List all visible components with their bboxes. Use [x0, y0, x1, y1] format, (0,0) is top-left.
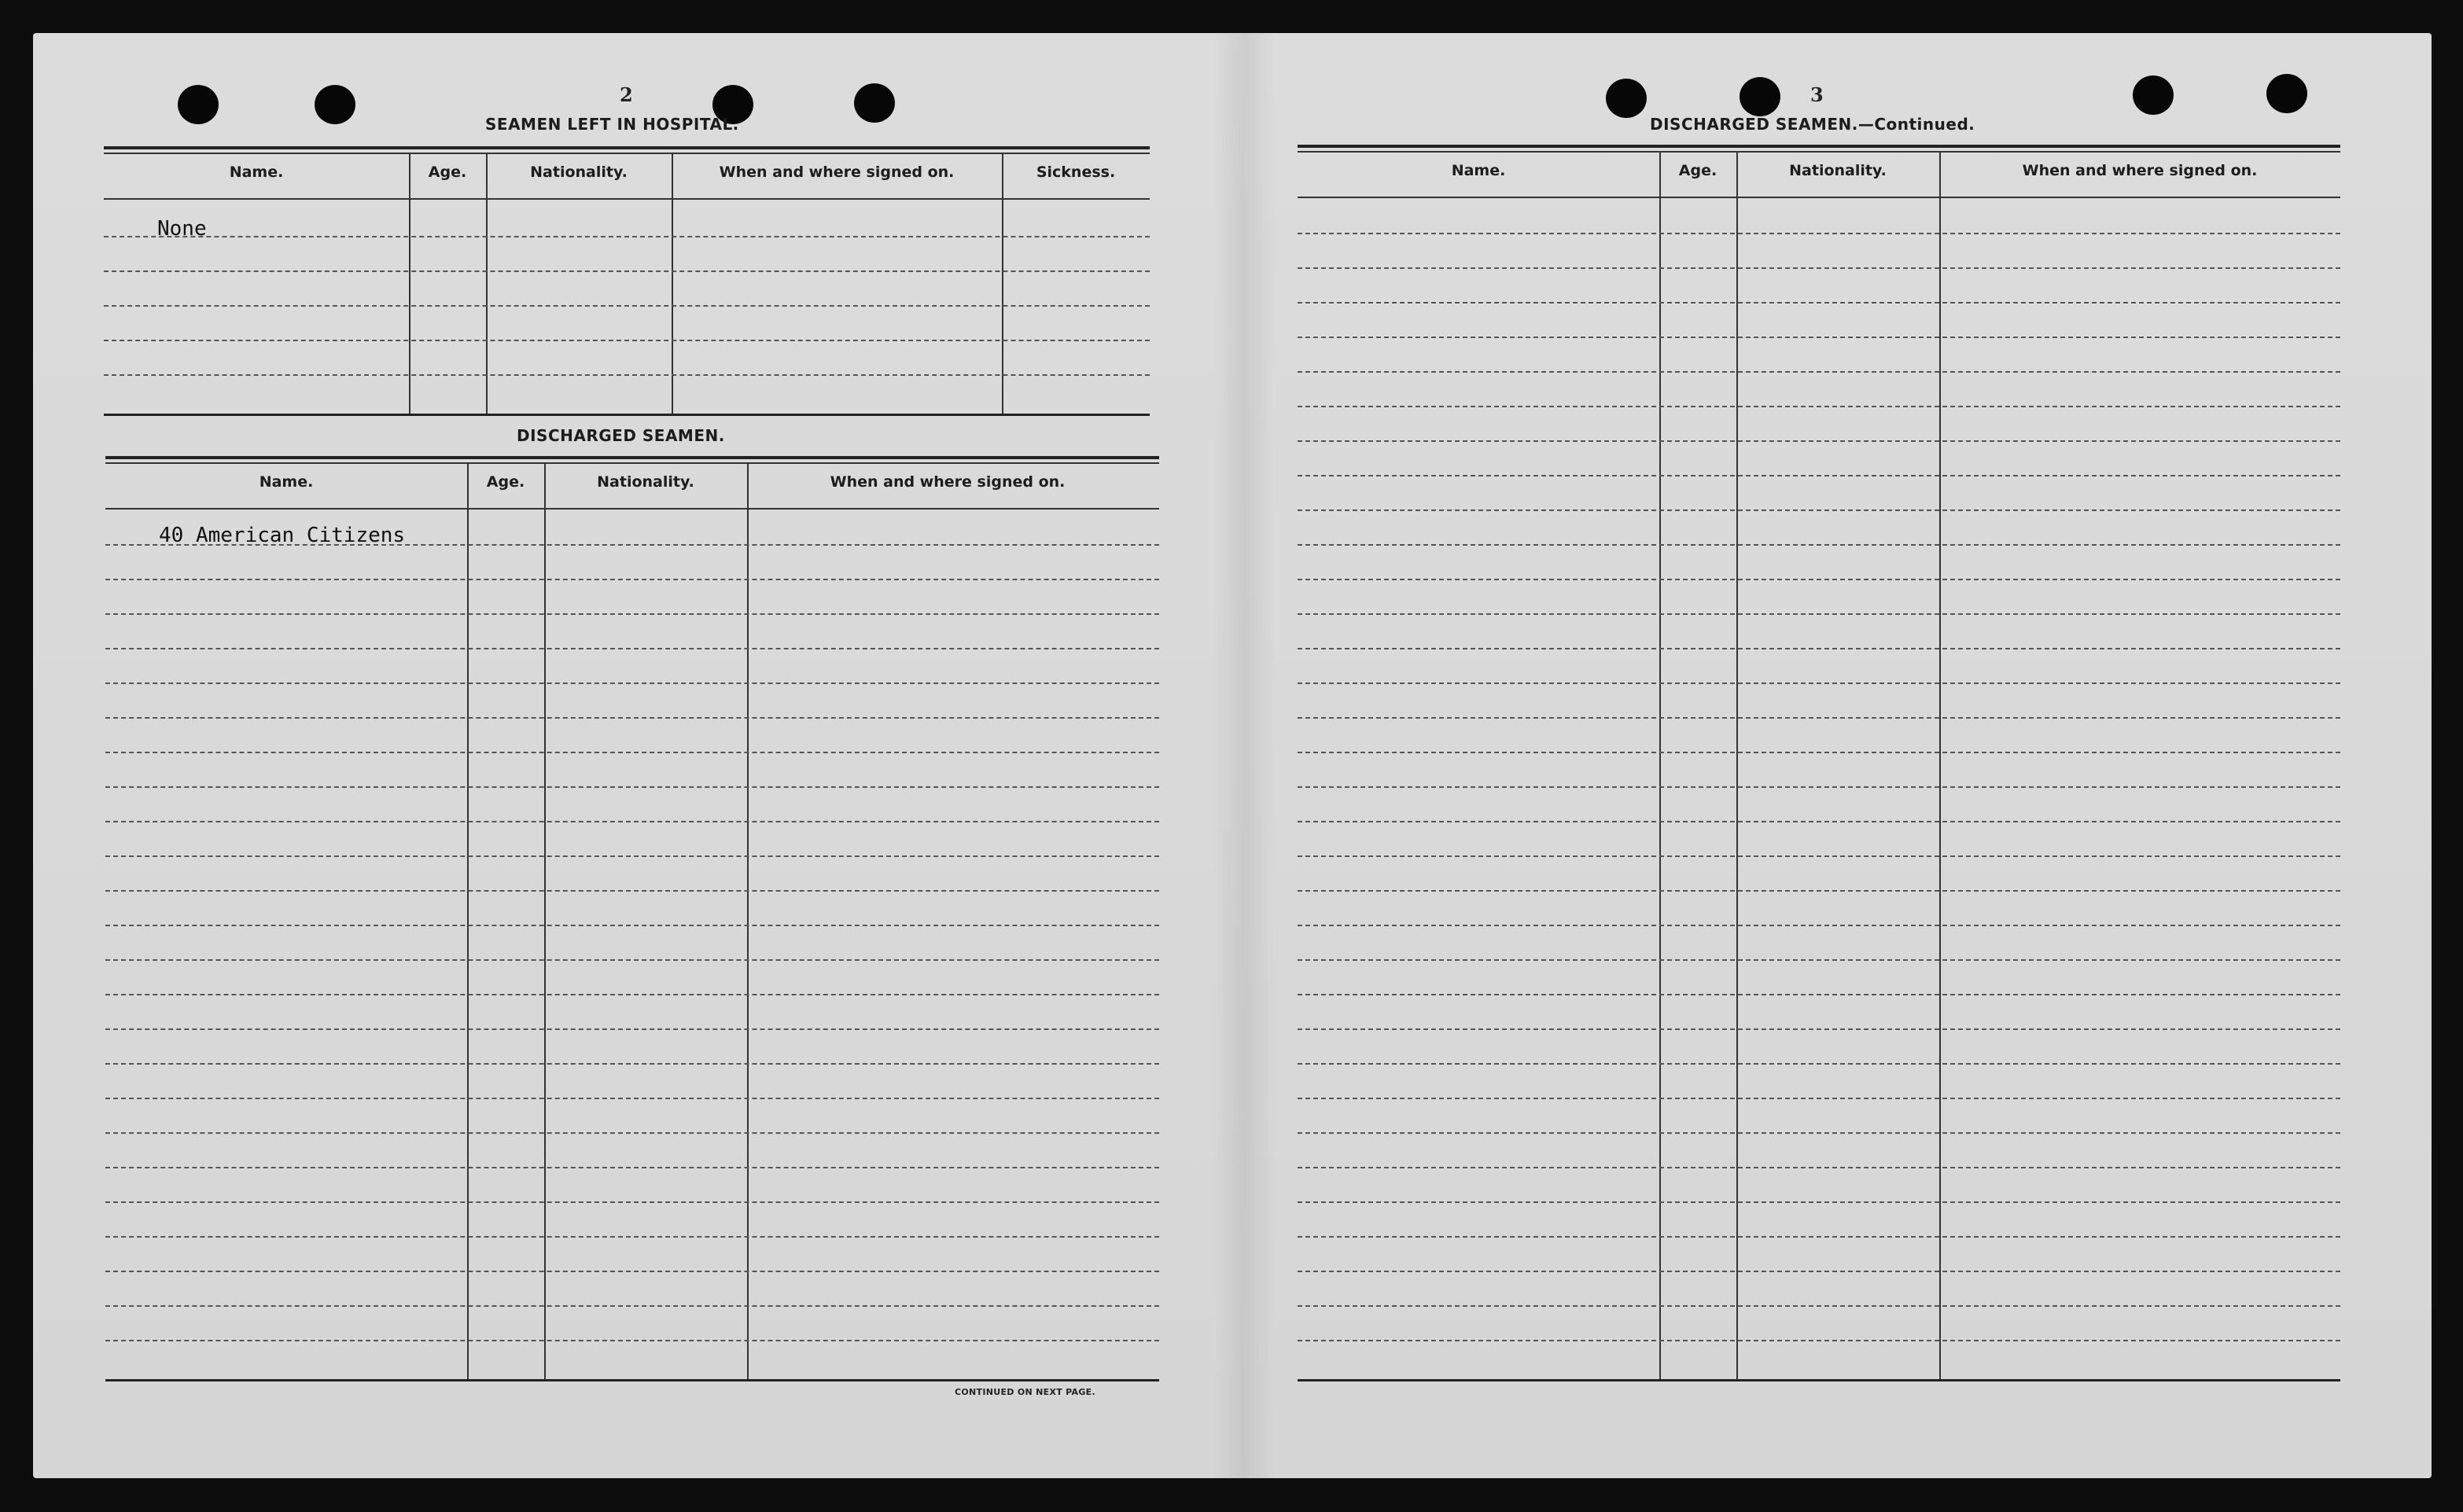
entry-line — [1298, 1271, 2340, 1272]
punch-hole — [1740, 77, 1780, 116]
punch-hole — [178, 85, 219, 124]
entry-line — [1298, 337, 2340, 338]
discharged-table — [105, 456, 1159, 1382]
entry-line — [1298, 648, 2340, 649]
table-bottom-rule — [105, 1379, 1159, 1381]
entry-line — [1298, 1236, 2340, 1238]
entry-line — [104, 305, 1150, 307]
entry-line — [105, 994, 1159, 995]
entry-line — [105, 855, 1159, 857]
column-header-age: Age. — [428, 164, 467, 181]
entry-line — [1298, 959, 2340, 961]
punch-hole — [315, 85, 355, 124]
column-header-name: Name. — [229, 164, 284, 181]
entry-line — [105, 1063, 1159, 1065]
column-divider — [747, 464, 749, 1379]
entry-line — [1298, 510, 2340, 511]
table-bottom-rule — [104, 414, 1150, 416]
column-divider — [467, 464, 469, 1379]
entry-line — [104, 236, 1150, 237]
entry-line — [105, 1167, 1159, 1168]
entry-line — [1298, 1305, 2340, 1307]
entry-line — [1298, 1098, 2340, 1099]
discharged-entry: 40 American Citizens — [159, 524, 406, 547]
header-rule — [104, 198, 1150, 200]
entry-line — [1298, 752, 2340, 753]
header-rule — [1298, 197, 2340, 198]
entry-line — [1298, 890, 2340, 892]
column-header-name: Name. — [259, 473, 314, 491]
punch-hole — [2133, 75, 2174, 115]
entry-line — [1298, 821, 2340, 822]
entry-line — [105, 648, 1159, 649]
page-number-right: 3 — [1810, 83, 1824, 106]
entry-line — [1298, 1028, 2340, 1030]
entry-line — [1298, 475, 2340, 476]
table-rule — [1298, 145, 2340, 148]
entry-line — [105, 1340, 1159, 1341]
entry-line — [1298, 613, 2340, 615]
table-rule — [104, 146, 1150, 149]
entry-line — [105, 786, 1159, 788]
entry-line — [1298, 544, 2340, 546]
discharged-continued-table — [1298, 145, 2340, 1382]
table-bottom-rule — [1298, 1379, 2340, 1381]
hospital-section-title: SEAMEN LEFT IN HOSPITAL. — [485, 115, 739, 134]
punch-hole — [1606, 79, 1647, 118]
entry-line — [105, 1201, 1159, 1203]
entry-line — [1298, 1063, 2340, 1065]
entry-line — [104, 374, 1150, 376]
discharged-continued-title: DISCHARGED SEAMEN.—Continued. — [1650, 115, 1975, 134]
punch-hole — [2266, 74, 2307, 113]
entry-line — [105, 925, 1159, 926]
entry-line — [1298, 717, 2340, 719]
entry-line — [105, 752, 1159, 753]
entry-line — [104, 340, 1150, 341]
column-header-signed-on: When and where signed on. — [719, 164, 955, 181]
entry-line — [1298, 1201, 2340, 1203]
entry-line — [1298, 1132, 2340, 1134]
header-rule — [105, 508, 1159, 510]
table-rule — [105, 462, 1159, 464]
table-rule — [104, 153, 1150, 154]
hospital-entry: None — [157, 217, 207, 241]
column-header-sickness: Sickness. — [1036, 164, 1116, 181]
column-header-nationality: Nationality. — [1789, 162, 1887, 179]
column-header-nationality: Nationality. — [597, 473, 694, 491]
entry-line — [105, 959, 1159, 961]
entry-line — [105, 890, 1159, 892]
entry-line — [105, 1305, 1159, 1307]
entry-line — [1298, 1340, 2340, 1341]
entry-line — [105, 1271, 1159, 1272]
entry-line — [1298, 302, 2340, 304]
column-header-nationality: Nationality. — [530, 164, 628, 181]
column-header-age: Age. — [1678, 162, 1717, 179]
entry-line — [105, 1132, 1159, 1134]
entry-line — [1298, 267, 2340, 269]
entry-line — [105, 613, 1159, 615]
entry-line — [105, 1098, 1159, 1099]
entry-line — [1298, 579, 2340, 580]
entry-line — [1298, 786, 2340, 788]
entry-line — [104, 270, 1150, 272]
table-rule — [105, 456, 1159, 459]
entry-line — [1298, 1167, 2340, 1168]
column-header-signed-on: When and where signed on. — [830, 473, 1066, 491]
entry-line — [105, 1236, 1159, 1238]
column-header-name: Name. — [1451, 162, 1506, 179]
hospital-table — [104, 146, 1150, 417]
entry-line — [1298, 994, 2340, 995]
entry-line — [105, 682, 1159, 684]
entry-line — [105, 821, 1159, 822]
entry-line — [1298, 406, 2340, 407]
entry-line — [1298, 440, 2340, 442]
entry-line — [1298, 925, 2340, 926]
entry-line — [105, 579, 1159, 580]
column-header-signed-on: When and where signed on. — [2022, 162, 2258, 179]
entry-line — [105, 1028, 1159, 1030]
entry-line — [105, 717, 1159, 719]
continued-note: CONTINUED ON NEXT PAGE. — [955, 1387, 1095, 1397]
column-header-age: Age. — [486, 473, 525, 491]
entry-line — [1298, 682, 2340, 684]
column-divider — [544, 464, 546, 1379]
entry-line — [1298, 855, 2340, 857]
page-gutter — [1213, 33, 1276, 1478]
page-number-left: 2 — [620, 83, 633, 106]
discharged-section-title: DISCHARGED SEAMEN. — [517, 426, 725, 445]
entry-line — [1298, 233, 2340, 234]
table-rule — [1298, 151, 2340, 153]
punch-hole — [854, 83, 895, 123]
entry-line — [1298, 371, 2340, 373]
